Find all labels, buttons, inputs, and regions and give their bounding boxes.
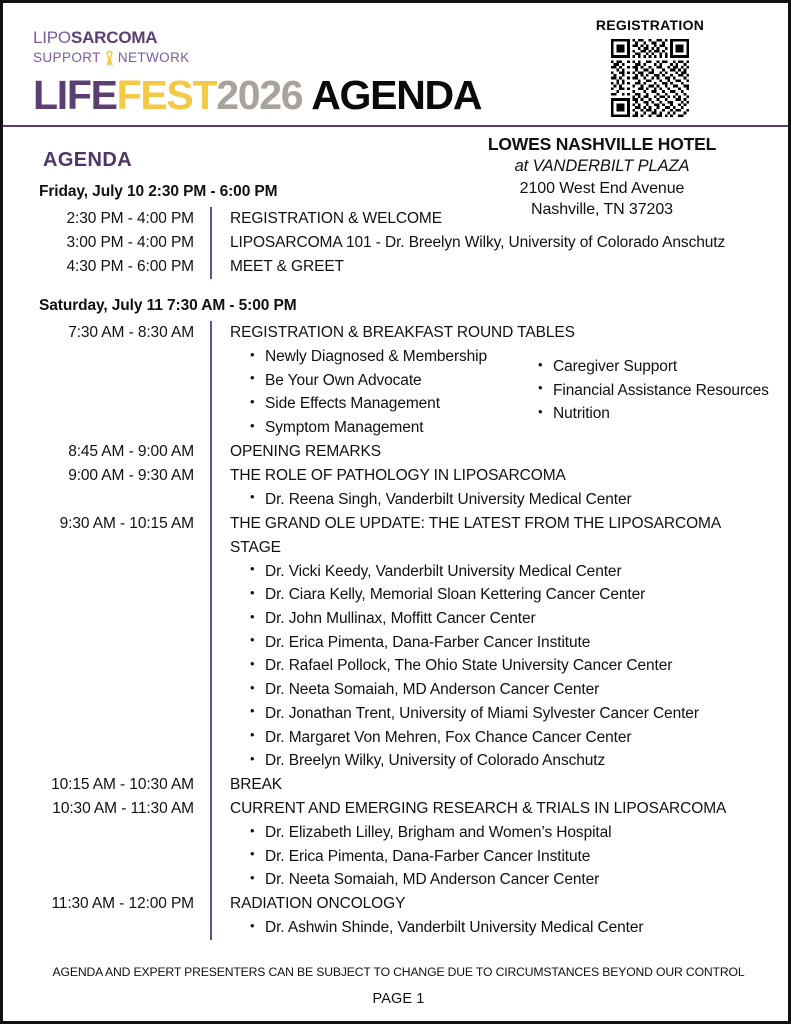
session-details — [211, 892, 774, 940]
speaker-list — [230, 821, 774, 892]
day-header: Saturday, July 11 7:30 AM - 5:00 PM — [39, 297, 297, 315]
venue-city-state-zip: Nashville, TN 37203 — [531, 201, 673, 219]
venue-street: 2100 West End Avenue — [519, 180, 685, 198]
session-title: RADIATION ONCOLOGY — [230, 895, 406, 913]
logo-network-text: NETWORK — [117, 49, 190, 65]
session-title: LIPOSARCOMA 101 - Dr. Breelyn Wilky, University of Colorado Anschutz — [230, 234, 726, 252]
speaker-item: • Dr. Neeta Somaiah, MD Anderson Cancer Center — [248, 868, 774, 892]
session-title: REGISTRATION & BREAKFAST ROUND TABLES — [230, 324, 575, 342]
schedule-row — [39, 512, 774, 773]
session-time: 3:00 PM - 4:00 PM — [66, 234, 194, 252]
page-number: PAGE 1 — [372, 991, 425, 1007]
session-time: 4:30 PM - 6:00 PM — [66, 258, 194, 276]
registration-label: REGISTRATION — [595, 17, 705, 33]
agenda-section-heading: AGENDA — [43, 149, 133, 171]
session-details — [211, 797, 774, 892]
session-time: 2:30 PM - 4:00 PM — [66, 210, 194, 227]
session-title: BREAK — [230, 775, 283, 793]
speaker-item: • Dr. Elizabeth Lilley, Brigham and Women’s Hospital — [248, 821, 774, 845]
speaker-item: • Dr. Breelyn Wilky, University of Colorado Anschutz — [248, 749, 774, 773]
page-title — [33, 72, 482, 118]
round-table-columns — [230, 345, 774, 440]
schedule-row — [39, 797, 774, 892]
session-title: THE GRAND OLE UPDATE: THE LATEST FROM THE LIPOSARCOMA STAGE — [230, 514, 721, 556]
day-schedule-table — [39, 321, 774, 940]
session-time: 8:45 AM - 9:00 AM — [68, 442, 194, 460]
session-time: 9:00 AM - 9:30 AM — [68, 466, 194, 484]
logo-line-two — [33, 49, 190, 66]
session-details — [211, 321, 774, 440]
qr-code-icon[interactable] — [611, 39, 689, 117]
session-details — [211, 255, 774, 279]
page-header — [3, 3, 788, 127]
page-footer — [3, 965, 791, 1007]
logo-sarcoma-text: SARCOMA — [70, 28, 158, 47]
schedule-row — [39, 231, 774, 255]
speaker-item: • Dr. Ashwin Shinde, Vanderbilt University Medical Center — [248, 916, 774, 940]
schedule-row — [39, 440, 774, 464]
speaker-item: • Dr. Jonathan Trent, University of Miami Sylvester Cancer Center — [248, 702, 774, 726]
round-table-item: • Newly Diagnosed & Membership — [248, 345, 530, 369]
session-title: MEET & GREET — [230, 258, 344, 276]
round-table-column-right — [530, 345, 774, 426]
round-table-item: • Caregiver Support — [536, 355, 774, 379]
session-details — [211, 464, 774, 512]
venue-subtitle: at VANDERBILT PLAZA — [514, 157, 690, 176]
session-title: REGISTRATION & WELCOME — [230, 210, 442, 227]
footer-disclaimer: AGENDA AND EXPERT PRESENTERS CAN BE SUBJECT TO CHANGE DUE TO CIRCUMSTANCES BEYOND OUR CONTROL — [52, 965, 745, 979]
venue-name: LOWES NASHVILLE HOTEL — [487, 134, 717, 154]
round-table-item: • Nutrition — [536, 402, 774, 426]
speaker-item: • Dr. John Mullinax, Moffitt Cancer Center — [248, 607, 774, 631]
session-title: CURRENT AND EMERGING RESEARCH & TRIALS IN LIPOSARCOMA — [230, 799, 727, 817]
speaker-item: • Dr. Erica Pimenta, Dana-Farber Cancer Institute — [248, 845, 774, 869]
title-life: LIFE — [33, 72, 117, 118]
day-header: Friday, July 10 2:30 PM - 6:00 PM — [39, 183, 278, 200]
round-table-list — [530, 355, 774, 426]
speaker-item: • Dr. Ciara Kelly, Memorial Sloan Kettering Cancer Center — [248, 583, 774, 607]
session-details — [211, 512, 774, 773]
speaker-list — [230, 560, 774, 773]
title-year: 2026 — [216, 72, 303, 118]
speaker-item: • Dr. Erica Pimenta, Dana-Farber Cancer Institute — [248, 631, 774, 655]
speaker-item: • Dr. Vicki Keedy, Vanderbilt University Medical Center — [248, 560, 774, 584]
session-time: 9:30 AM - 10:15 AM — [59, 514, 194, 532]
schedule-row — [39, 464, 774, 512]
round-table-item: • Side Effects Management — [248, 392, 530, 416]
round-table-item: • Be Your Own Advocate — [248, 369, 530, 393]
schedule-row — [39, 321, 774, 440]
organization-logo — [33, 29, 190, 66]
speaker-list — [230, 916, 774, 940]
round-table-item: • Financial Assistance Resources — [536, 379, 774, 403]
session-title: OPENING REMARKS — [230, 442, 381, 460]
session-title: THE ROLE OF PATHOLOGY IN LIPOSARCOMA — [230, 466, 566, 484]
session-details — [211, 207, 774, 231]
speaker-list — [230, 488, 774, 512]
schedule-row — [39, 892, 774, 940]
schedule-container — [3, 183, 791, 940]
session-details — [211, 231, 774, 255]
title-agenda: AGENDA — [311, 72, 482, 118]
speaker-item: • Dr. Rafael Pollock, The Ohio State University Cancer Center — [248, 654, 774, 678]
logo-lipo-text: LIPO — [33, 28, 71, 47]
registration-block[interactable] — [560, 17, 740, 117]
session-time: 10:15 AM - 10:30 AM — [51, 775, 194, 793]
logo-line-one — [33, 29, 190, 46]
session-time: 11:30 AM - 12:00 PM — [51, 895, 194, 913]
schedule-row — [39, 773, 774, 797]
session-details — [211, 440, 774, 464]
logo-support-text: SUPPORT — [33, 49, 101, 65]
schedule-row — [39, 255, 774, 279]
round-table-column-left — [230, 345, 530, 440]
round-table-item: • Symptom Management — [248, 416, 530, 440]
schedule-row — [39, 207, 774, 231]
session-time: 10:30 AM - 11:30 AM — [52, 799, 194, 817]
day-schedule-table — [39, 207, 774, 279]
speaker-item: • Dr. Neeta Somaiah, MD Anderson Cancer Center — [248, 678, 774, 702]
awareness-ribbon-icon — [104, 50, 115, 67]
title-fest: FEST — [116, 72, 217, 118]
session-details — [211, 773, 774, 797]
round-table-list — [230, 345, 530, 440]
session-time: 7:30 AM - 8:30 AM — [68, 324, 194, 342]
speaker-item: • Dr. Margaret Von Mehren, Fox Chance Cancer Center — [248, 726, 774, 750]
speaker-item: • Dr. Reena Singh, Vanderbilt University Medical Center — [248, 488, 774, 512]
